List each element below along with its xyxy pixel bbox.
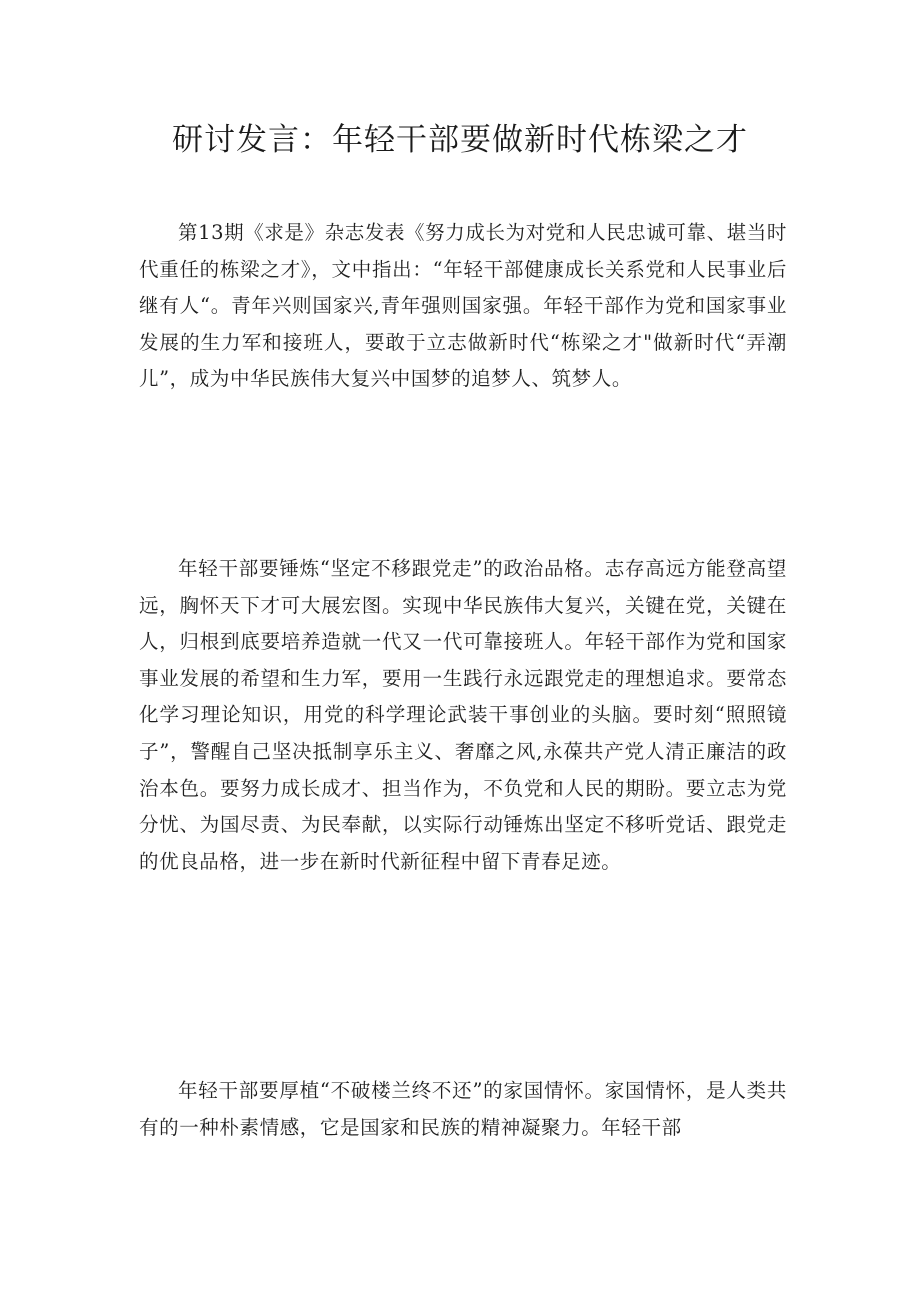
paragraph-2: 年轻干部要锤炼“坚定不移跟党走”的政治品格。志存高远方能登高望远，胸怀天下才可大展宏图。实现中华民族伟大复兴，关键在党，关键在人，归根到底要培养造就一代又一代可靠接班人。年轻干部作为党和国家事业发展的希望和生力军，要用一生践行永远跟党走的理想追求。要常态化学习理论知识，用党的科学理论武装干事创业的头脑。要时刻“照照镜子”，警醒自己坚决抵制享乐主义、奢靡之风,永葆共产党人清正廉洁的政治本色。要努力成长成才、担当作为，不负党和人民的期盼。要立志为党分忧、为国尽责、为民奉献，以实际行动锤炼出坚定不移听党话、跟党走的优良品格，进一步在新时代新征程中留下青春足迹。 bbox=[139, 557, 787, 873]
paragraph-1: 第13期《求是》杂志发表《努力成长为对党和人民忠诚可靠、堪当时代重任的栋梁之才》，文中指出：“年轻干部健康成长关系党和人民事业后继有人“。青年兴则国家兴,青年强则国家强。年轻干部作为党和国家事业发展的生力军和接班人，要敢于立志做新时代“栋梁之才"做新时代“弄潮儿”，成为中华民族伟大复兴中国梦的追梦人、筑梦人。 bbox=[139, 221, 787, 391]
document-title: 研讨发言：年轻干部要做新时代栋梁之才 bbox=[172, 122, 748, 158]
paragraph-3: 年轻干部要厚植“不破楼兰终不还”的家国情怀。家国情怀，是人类共有的一种朴素情感，它是国家和民族的精神凝聚力。年轻干部 bbox=[139, 1079, 787, 1139]
